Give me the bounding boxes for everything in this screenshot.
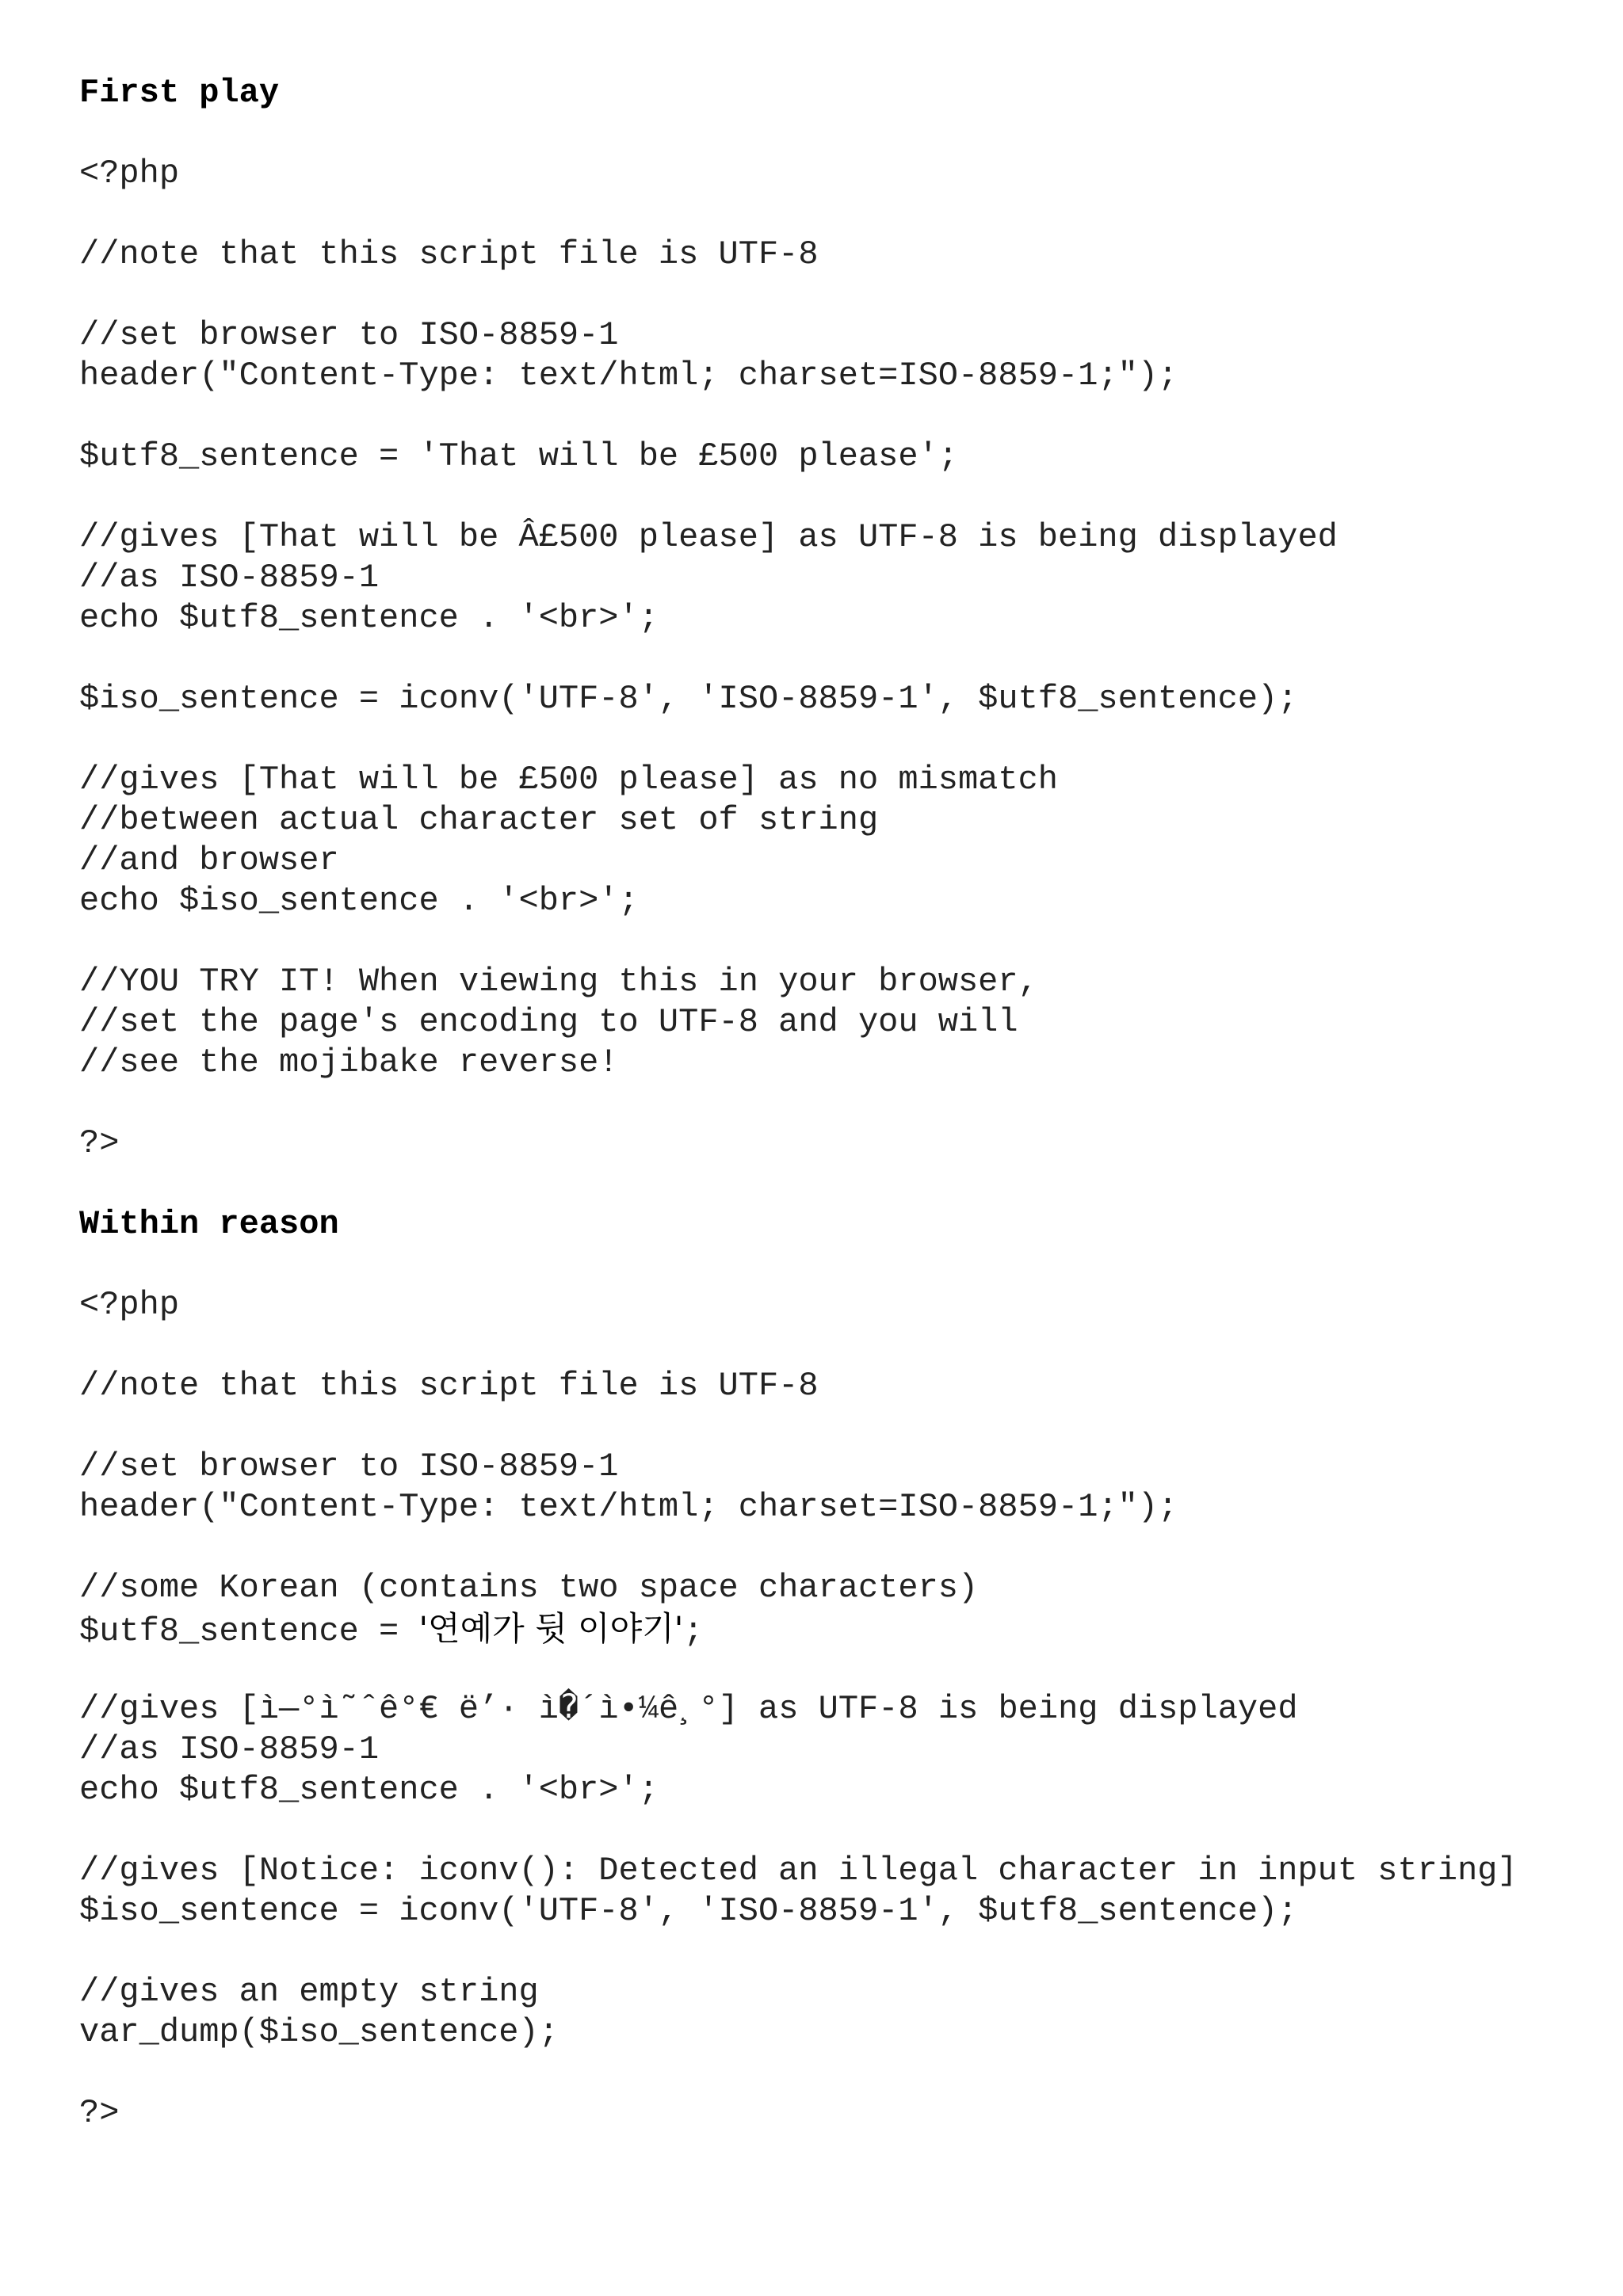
code-line-korean [79, 1608, 1569, 1649]
document-page [79, 73, 1569, 2134]
code-line: //some Korean (contains two space characters) [79, 1569, 979, 1607]
code-line [79, 639, 1569, 679]
code-line: $iso_sentence = iconv('UTF-8', 'ISO-8859-1', $utf8_sentence); [79, 1892, 1298, 1930]
code-line [79, 194, 1569, 235]
korean-string: '연예가 뒷 이야기' [418, 1609, 684, 1648]
code-block-first-play [79, 154, 1569, 1164]
code-block-within-reason [79, 1285, 1569, 2134]
code-line: //between actual character set of string [79, 801, 879, 839]
code-line: $iso_sentence = iconv('UTF-8', 'ISO-8859-1', $utf8_sentence); [79, 680, 1298, 718]
code-line: ?> [79, 1124, 120, 1162]
code-line: echo $iso_sentence . '<br>'; [79, 882, 639, 920]
code-line [79, 1810, 1569, 1851]
code-line [79, 275, 1569, 315]
code-line [79, 2053, 1569, 2093]
code-line: ?> [79, 2094, 120, 2132]
section-heading-first-play: First play [79, 74, 280, 112]
code-line: //as ISO-8859-1 [79, 1730, 380, 1768]
code-line: header("Content-Type: text/html; charset=ISO-8859-1;"); [79, 357, 1178, 395]
code-line [79, 1527, 1569, 1568]
korean-line-prefix: $utf8_sentence = [79, 1612, 419, 1650]
code-line: echo $utf8_sentence . '<br>'; [79, 1771, 659, 1809]
code-line: //and browser [79, 841, 339, 879]
code-line [79, 477, 1569, 517]
code-line-wrapped: //gives [Notice: iconv(): Detected an illegal character in input string] [79, 1852, 1518, 1890]
section-heading-within-reason: Within reason [79, 1205, 339, 1243]
code-line [79, 1406, 1569, 1447]
code-line: header("Content-Type: text/html; charset=ISO-8859-1;"); [79, 1488, 1178, 1526]
code-line [79, 921, 1569, 962]
code-line: <?php [79, 1286, 180, 1324]
code-line [79, 1932, 1569, 1972]
code-line [79, 1649, 1569, 1689]
code-line: <?php [79, 154, 180, 193]
code-line [79, 396, 1569, 437]
code-line: $utf8_sentence = 'That will be £500 please'; [79, 437, 958, 475]
code-line [79, 719, 1569, 760]
blank-line [79, 1245, 1569, 1285]
code-line: //note that this script file is UTF-8 [79, 235, 819, 273]
code-line-mojibake: //gives [ì—°ì˜ˆê°€ ë’· ì�´ì•¼ê¸°] as UTF-8 is being displayed [79, 1690, 1298, 1728]
code-line [79, 1325, 1569, 1366]
code-line: //set the page's encoding to UTF-8 and you will [79, 1003, 1018, 1041]
code-line: //set browser to ISO-8859-1 [79, 1447, 619, 1486]
code-line: //gives [That will be £500 please] as no mismatch [79, 761, 1059, 799]
code-line: //note that this script file is UTF-8 [79, 1367, 819, 1405]
code-line: //gives [That will be Â£500 please] as UTF-8 is being displayed [79, 518, 1338, 556]
korean-line-suffix: ; [683, 1612, 704, 1650]
code-line: //YOU TRY IT! When viewing this in your browser, [79, 963, 1038, 1001]
code-line: var_dump($iso_sentence); [79, 2013, 559, 2051]
code-line: //see the mojibake reverse! [79, 1043, 619, 1081]
code-line: //as ISO-8859-1 [79, 559, 380, 597]
code-line: //gives an empty string [79, 1973, 539, 2011]
code-line: //set browser to ISO-8859-1 [79, 316, 619, 354]
code-line: echo $utf8_sentence . '<br>'; [79, 599, 659, 637]
code-line [79, 1083, 1569, 1123]
blank-line [79, 113, 1569, 154]
blank-line [79, 1164, 1569, 1204]
